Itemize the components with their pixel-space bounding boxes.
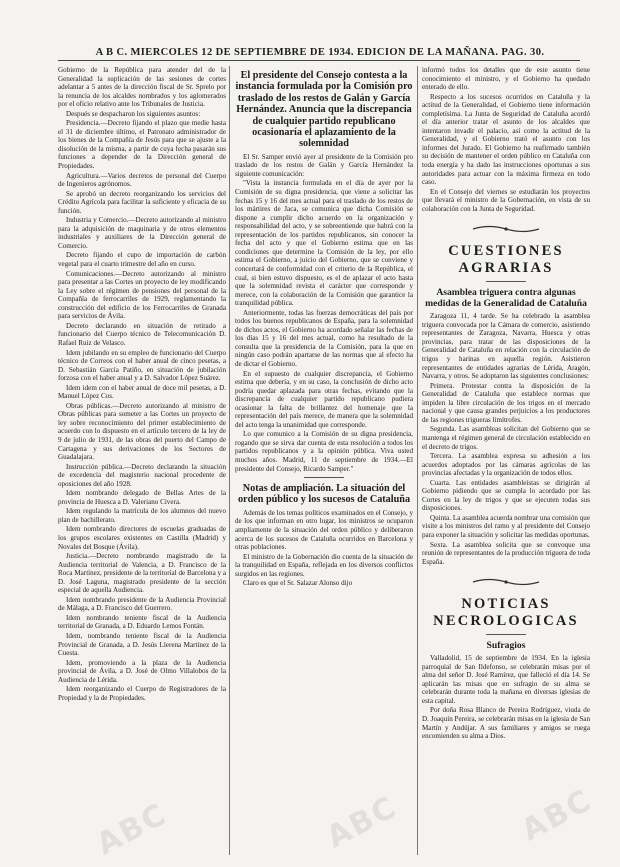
paragraph: Se aprobó un decreto reorganizando los servicios del Crédito Agrícola para facilitar la suficiente y eficacia de su función. [58, 189, 226, 215]
paragraph: Idem nombrando delegado de Bellas Artes de la provincia de Huesca a D. Valeriano Civera. [58, 489, 226, 506]
paragraph: Además de los temas políticos examinados en el Consejo, y de los que informan en otro lugar, los ministros se ocuparon ampliamente de la situación del orden público y deliberaron acerca de los sucesos de Cataluña ocurridos en Barcelona y otras poblaciones. [235, 508, 413, 552]
section-header: NOTICIAS NECROLOGICAS [433, 596, 579, 630]
paragraph: Idem nombrando teniente fiscal de la Audiencia territorial de Granada, a D. Eduardo Lemos Fontán. [58, 613, 226, 631]
article-headline: Asamblea triguera contra algunas medidas de la Generalidad de Cataluña [425, 287, 587, 310]
paragraph: Primera. Protestar contra la disposición de la Generalidad de Cataluña que establece normas que impiden la libre circulación de los trigos en el mercado nacional y que causa grandes perjuicios a los productores de las regiones trigueras limítrofes. [422, 381, 590, 424]
paragraph: Decreto fijando el cupo de importación de carbón vegetal para el cuarto trimestre del año en curso. [58, 251, 226, 269]
paragraph: Industria y Comercio.—Decreto autorizando al ministro para la adquisición de maquinaria y de otros elementos industriales y auxiliares de la Dirección general de Comercio. [58, 216, 226, 250]
ornament-icon [471, 578, 541, 586]
paragraph: Decreto declarando en situación de retirado a funcionario del Cuerpo técnico de Telecomunicación D. Rafael Ruiz de Velasco. [58, 321, 226, 347]
page-header: A B C. MIERCOLES 12 DE SEPTIEMBRE DE 1934. EDICION DE LA MAÑANA. PAG. 30. [95, 47, 545, 58]
article-headline: Notas de ampliación. La situación del orden público y los sucesos de Cataluña [237, 483, 411, 506]
paragraph: Idem regulando la matrícula de los alumnos del nuevo plan de bachillerato. [58, 507, 226, 524]
paragraph: Lo que comunico a la Comisión de su digna presidencia, rogando que se sirva dar cuenta de esta resolución a todos los partidos republicanos y a la opinión pública. Viva usted muchos años. Madrid, 11 de septiembre de 1934.—El presidente del Consejo, Ricardo Samper." [235, 430, 413, 473]
paragraph: El Sr. Samper envió ayer al presidente de la Comisión pro traslado de los restos de Galán y García Hernández la siguiente comunicación: [235, 152, 413, 178]
watermark: ABC [91, 796, 173, 863]
paragraph: Claro es que el Sr. Salazar Alonso dijo [243, 579, 353, 588]
paragraph: Idem nombrando directores de escuelas graduadas de los grupos escolares existentes en Castilla (Madrid) y Novales del Bosque (Ávila). [58, 525, 226, 551]
paragraph: Agricultura.—Varios decretos de personal del Cuerpo de Ingenieros agrónomos. [58, 171, 226, 189]
article-headline: El presidente del Consejo contesta a la instancia formulada por la Comisión pro traslado de los restos de Galán y García Hernández. Anuncia que la discrepancia de cualquier partido republicano ocasionaría el aplazamiento de la solemnidad [235, 70, 413, 150]
article-body [235, 153, 413, 473]
watermark: ABC [516, 782, 598, 849]
paragraph: En el Consejo del viernes se estudiarán los proyectos que llevará el ministro de la Gobernación, en vista de su colaboración con la Junta de Seguridad. [422, 187, 590, 213]
paragraph: informó todos los detalles que de este asunto tiene conocimiento el ministro, y el Gobierno ha quedado enterado de ello. [422, 66, 590, 92]
paragraph: Cuarta. Las entidades asambleístas se dirigirán al Gobierno pidiendo que se cumpla lo acordado por las Cortes en la ley de trigos y que se ejecuten todas sus disposiciones. [422, 478, 590, 513]
column-3 [422, 66, 590, 742]
divider [304, 477, 344, 478]
column-divider [229, 66, 230, 855]
paragraph: Tercera. La asamblea expresa su adhesión a los acuerdos adoptados por las cámaras agrícolas de las provincias afectadas y la organización de todos ellos. [422, 452, 590, 478]
paragraph: Idem jubilando en su empleo de funcionario del Cuerpo técnico de Correos con el haber anual de cinco pesetas, a D. Sebastián García Patiño, en situación de jubilación forzosa con el haber anual y a D. Salvador López Suárez. [58, 348, 226, 383]
paragraph: Idem idem con el haber anual de doce mil pesetas, a D. Manuel López Cos. [58, 383, 226, 401]
paragraph: Idem reorganizando el Cuerpo de Registradores de la Propiedad y la de Propiedades. [58, 685, 226, 702]
paragraph: Sexta. La asamblea solicita que se convoque una reunión de representantes de la producción triguera de toda España. [422, 540, 590, 566]
divider [486, 634, 526, 635]
paragraph: Idem nombrando presidente de la Audiencia Provincial de Málaga, a D. Francisco del Guerrero. [58, 595, 226, 613]
paragraph: Anteriormente, todas las fuerzas democráticas del país por todos los buenos republicanos de España, para la solemnidad de dichos actos, el Gobierno ha acordado señalar las fechas de los días 15 y 16 del mes actual, como ha resultado de la consulta que la presidencia de la Comisión, para la que en ningún caso podrán apartarse de las normas que al efecto ha de dictar el Gobierno. [235, 308, 413, 368]
paragraph: Idem, promoviendo a la plaza de la Audiencia provincial de Ávila, a D. José de Olmo Villalobos de la Audiencia de Lérida. [58, 658, 226, 684]
paragraph: Presidencia.—Decreto fijando el plazo que medie hasta el 31 de diciembre último, el Patronato administrador de los bienes de la Compañía de Jesús para que se ajuste a la disolución de la misma, a partir de cuya fecha pasarán sus funciones a depender de la Dirección general de Propiedades. [58, 119, 226, 171]
column-1-body [58, 66, 226, 702]
paragraph: Justicia.—Decreto nombrando magistrado de la Audiencia territorial de Valencia, a D. Francisco de la Roca Martínez, presidente de la territorial de Barcelona y a D. José Laguna, magistrado presidente de la sección especial de aquella Audiencia. [58, 552, 226, 595]
paragraph: Zaragoza 11, 4 tarde. Se ha celebrado la asamblea triguera convocada por la Cámara de comercio, asistiendo representantes de Zaragoza, Navarra, Huesca y otras provincias, para tratar de las disposiciones de la Generalidad de Cataluña en relación con la circulación de trigos y harinas en aquella región. Asistieron representantes de entidades agrarias de Lérida, Aragón, Navarra, y otros. Se adoptaron las siguientes conclusiones: [422, 312, 590, 381]
watermark: ABC [321, 789, 403, 856]
paragraph: Comunicaciones.—Decreto autorizando al ministro para presentar a las Cortes un proyecto de ley modificando la Ley sobre el régimen de pensiones del personal de la Compañía de ferrocarriles de 1929, reglamentando la construcción del edificio de los Ferrocarriles de Granada para servicios de Ávila. [58, 269, 226, 321]
section-header: CUESTIONES AGRARIAS [448, 243, 564, 277]
header-rule [58, 60, 580, 61]
ornament-divider [422, 218, 590, 237]
ornament-icon [471, 225, 541, 233]
article-body [422, 66, 590, 213]
column-divider [417, 66, 418, 855]
article-headline: Sufragios [486, 640, 526, 652]
paragraph: "Vista la instancia formulada en el día de ayer por la Comisión de su digna presidencia, que viene a solicitar las fechas 15 y 16 del mes actual para el traslado de los restos de los mártires de Jaca, se comunica que dicha Comisión se dispone a cumplir dicho acuerdo en la organización y responsabilidad del acto, y se sobreentiende que habrá con la representación de los partidos republicanos, sin conocer la fecha del acto y que el Gobierno estima que en las condiciones que determine la Comisión de la ley, por ello estima el Gobierno, a juicio del Gobierno, que se conviene y concertará de conformidad con el criterio de la República, el cual, si bien estuvo dispuesto, es el de aplazar el acto hasta que la solemnidad revista el carácter que corresponde y merece, con la colaboración de la Comisión que garantice la tranquilidad pública. [235, 179, 413, 308]
paragraph: Por doña Rosa Blanco de Pereira Rodríguez, viuda de D. Joaquín Pereira, se celebrarán misas en la iglesia de San Martín y Andújar. A sus familiares y amigos se ruega encomienden su alma a Dios. [422, 706, 590, 741]
ornament-divider [422, 571, 590, 590]
paragraph: Gobierno de la República para atender del de la Generalidad la suplicación de las sesiones de cortes adelantar a 5 antes de la dirección fiscal de Sr. Sprelo por la renuncia de los alcaldes nombrados y los aglomerados por el oficio relativo ante los Tribunales de Justicia. [58, 66, 226, 109]
paragraph: Quinta. La asamblea acuerda nombrar una comisión que visite a los ministros del ramo y al presidente del Consejo para exponer la situación y solicitar las medidas oportunas. [422, 513, 590, 539]
paragraph: Valladolid, 15 de septiembre de 1934. En la iglesia parroquial de San Ildefonso, se celebrarán misas por el alma del señor D. José Ramírez, que falleció el día 14. Se aplicarán las misas que en sufragio de su alma se celebrarán durante toda la mañana en diversas iglesias de esta capital. [422, 654, 590, 705]
paragraph: Respecto a los sucesos ocurridos en Cataluña y la actitud de la Generalidad, el Gobierno tiene información completísima. La Junta de Seguridad de Cataluña acordó el día anterior tratar el asunto de los alcaldes que intentaron invadir el palacio, así como la actitud de la Generalidad, y el Gobierno trató el asunto con los informes del Jurado. El Gobierno ha reafirmado también su decisión de mantener el orden público en Cataluña con toda energía y ha dado las instrucciones oportunas a sus autoridades para actuar con la máxima firmeza en todo caso. [422, 92, 590, 187]
divider [486, 281, 526, 282]
paragraph: Después se despacharon los siguientes asuntos: [66, 109, 201, 118]
paragraph: Instrucción pública.—Decreto declarando la situación de excedencia del magisterio nacional procedente de oposiciones del año 1928. [58, 462, 226, 488]
paragraph: Idem, nombrando teniente fiscal de la Audiencia Provincial de Granada, a D. Jesús Llerena Martínez de la Cuesta. [58, 632, 226, 658]
paragraph: En el supuesto de cualquier discrepancia, el Gobierno estima que debería, y en su caso, la conclusión de dicho acto podría quedar aplazada para otras fechas, evitando que la discrepancia de cualquier partido republicano pudiera ocasionar la falta de brillantez del homenaje que la representación del país merece, de manera que la solemnidad del acto tenga la unanimidad que corresponde. [235, 369, 413, 429]
paragraph: Segunda. Las asambleas solicitan del Gobierno que se mantenga el régimen general de circulación establecido en el decreto de trigos. [422, 425, 590, 451]
article-body [422, 654, 590, 740]
column-1 [58, 66, 226, 703]
column-2 [235, 66, 413, 589]
article-body [235, 509, 413, 588]
article-body [422, 312, 590, 566]
paragraph: El ministro de la Gobernación dio cuenta de la situación de la tranquilidad en España, reflejada en los diversos conflictos surgidos en las regiones. [235, 552, 413, 578]
paragraph: Obras públicas.—Decreto autorizando al ministro de Obras públicas para someter a las Cortes un proyecto de ley sobre reconocimiento del primer establecimiento de acuerdo con lo dispuesto en el artículo tercero de la ley de 9 de julio de 1931, de las obras del puerto del Campo de Cartagena y sus derivaciones de los Sectores de Guadalajara. [58, 401, 226, 462]
